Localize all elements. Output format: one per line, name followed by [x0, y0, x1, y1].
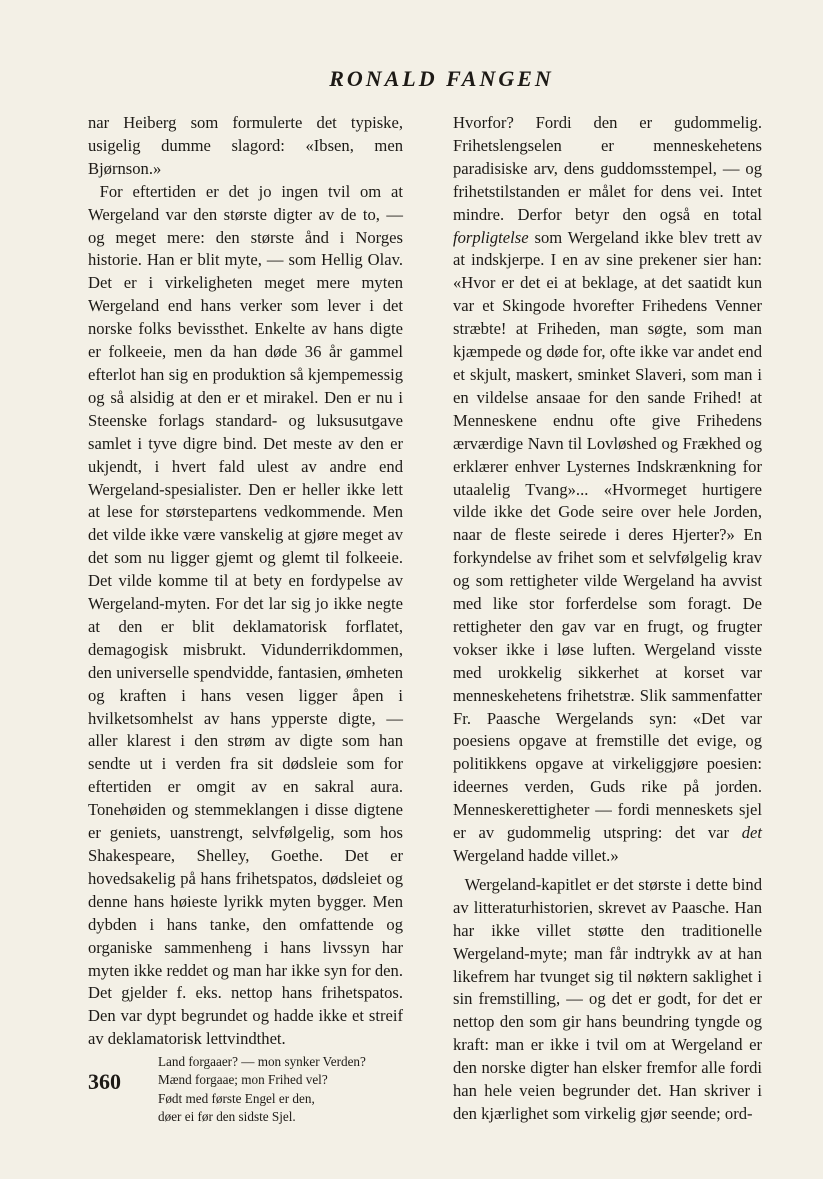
page-number: 360: [88, 1069, 121, 1094]
running-title: RONALD FANGEN: [329, 66, 554, 91]
left-paragraph-2: For eftertiden er det jo ingen tvil om at Wergeland var den største digter av de to, — og meget mere: den største ånd i Norges historie. Han er blit myte, — som Hellig Olav. Det er i virkeligheten meget mere myten Wergeland end hans verker som lever i det norske folks bevissthet. Enkelte av hans digte er folkeeie, men da han døde 36 år gammel efterlot han sig en produktion så kjempemessig og så alsidig at den er et mirakel. Den er nu i Steenske forlags standard- og luksusutgave samlet i tyve digre bind. Det meste av den er ukjendt, i hvert fald ulest av andre end Wergeland-spesialister. Den er heller ikke lett at lese for størstepartens vedkommende. Men det vilde ikke være vanskelig at gjøre meget av det som nu ligger gjemt og glemt til folkeeie. Det vilde komme til at bety en fordypelse av Wergeland-myten. For det lar sig jo ikke negte at den er blit deklamatorisk forflatet, demagogisk misbrukt. Vidunderrikdommen, den universelle spendvidde, fantasien, ømheten og kraften i hans vesen ligger åpen i hvilketsomhelst av hans ypperste digte, — aller klarest i den strøm av digte som han sendte ut i verden fra sit dødsleie som for eftertiden er omgit av en sakral aura. Tonehøiden og stemmeklangen i disse digtene er geniets, uanstrengt, selvfølgelig, som hos Shakespeare, Shelley, Goethe. Det er hovedsakelig på hans frihetspatos, dødsleiet og denne hans høieste lyrikk myten bygger. Men dybden i hans tanke, den omfattende og organiske sammenheng i hans livssyn har myten ikke reddet og man har ikke syn for den. Det gjelder f. eks. nettop hans frihetspatos. Den var dypt begrundet og hadde ikke et streif av deklamatorisk lettvindthet.: [88, 181, 403, 1049]
poem-line: Mænd forgaae; mon Frihed vel?: [158, 1072, 328, 1088]
poem-line: døer ei før den sidste Sjel.: [158, 1108, 296, 1124]
poem-quote: [158, 1053, 403, 1126]
left-paragraph-1: nar Heiberg som formulerte det typiske, usigelig dumme slagord: «Ibsen, men Bjørnson.»: [88, 113, 403, 178]
poem-line: Født med første Engel er den,: [158, 1090, 315, 1106]
emphasis-forpligtelse: forpligtelse: [453, 227, 529, 247]
left-column: [88, 112, 403, 1126]
right-paragraph-1: Hvorfor? Fordi den er gudommelig. Frihetslengselen er menneskehetens paradisiske arv, dens guddomsstempel, — og frihetstilstanden er målet for dens vei. Intet mindre. Derfor betyr den også en total forpligtelse som Wergeland ikke blev trett av at indskjerpe. I en av sine prekener sier han: «Hvor er det ei at beklage, at det saatidt kun var et Skingode hvorefter Frihedens Venner stræbte! at Friheden, man søgte, som man kjæmpede og døde for, ofte ikke var andet end et skjult, maskert, sminket Slaveri, som man i en vildelse ansaae for den sande Frihed! at Menneskene endnu ofte give Frihedens ærværdige Navn til Lovløshed og Frækhed og erklærer enhver Lysternes Indskrænkning for utaalelig Tvang»... «Hvormeget hurtigere vilde ikke det Gode seire over hele Jorden, naar de fleste seirede i deres Hjerter?» En forkyndelse av frihet som et selvfølgelig krav og som rettigheter vilde Wergeland ha avvist med like stor forferdelse som foragt. De rettigheter den gav var en frugt, og frugter vokser ikke i løse luften. Wergeland visste med urokkelig sikkerhet at korset var menneskehetens frihetstræ. Slik sammenfatter Fr. Paasche Wergelands syn: «Det var poesiens opgave at fremstille det evige, og politikkens opgave at virkeliggjøre poesien: ideernes verden, Guds rike på jorden. Menneskerettigheter — fordi menneskets sjel er av gudommelig utspring: det var det Wergeland hadde villet.»: [453, 113, 762, 865]
right-column: [453, 112, 762, 1126]
poem-line: Land forgaaer? — mon synker Verden?: [158, 1054, 366, 1070]
right-paragraph-2: Wergeland-kapitlet er det største i dette bind av litteraturhistorien, skrevet av Paasche. Han har ikke villet støtte den traditionelle Wergeland-myte; man får indtrykk av at han likefrem har tvunget sig til nøktern saklighet i sin fremstilling, — og det er godt, for det er nettop den som gir hans beundring tyngde og kraft: man er ikke i tvil om at Wergeland er den norske digter han elsker fremfor alle fordi han hele veien begrunder det. Han skriver i den kjærlighet som virkelig gjør seende; ord-: [453, 874, 762, 1123]
emphasis-det: det: [741, 823, 762, 843]
